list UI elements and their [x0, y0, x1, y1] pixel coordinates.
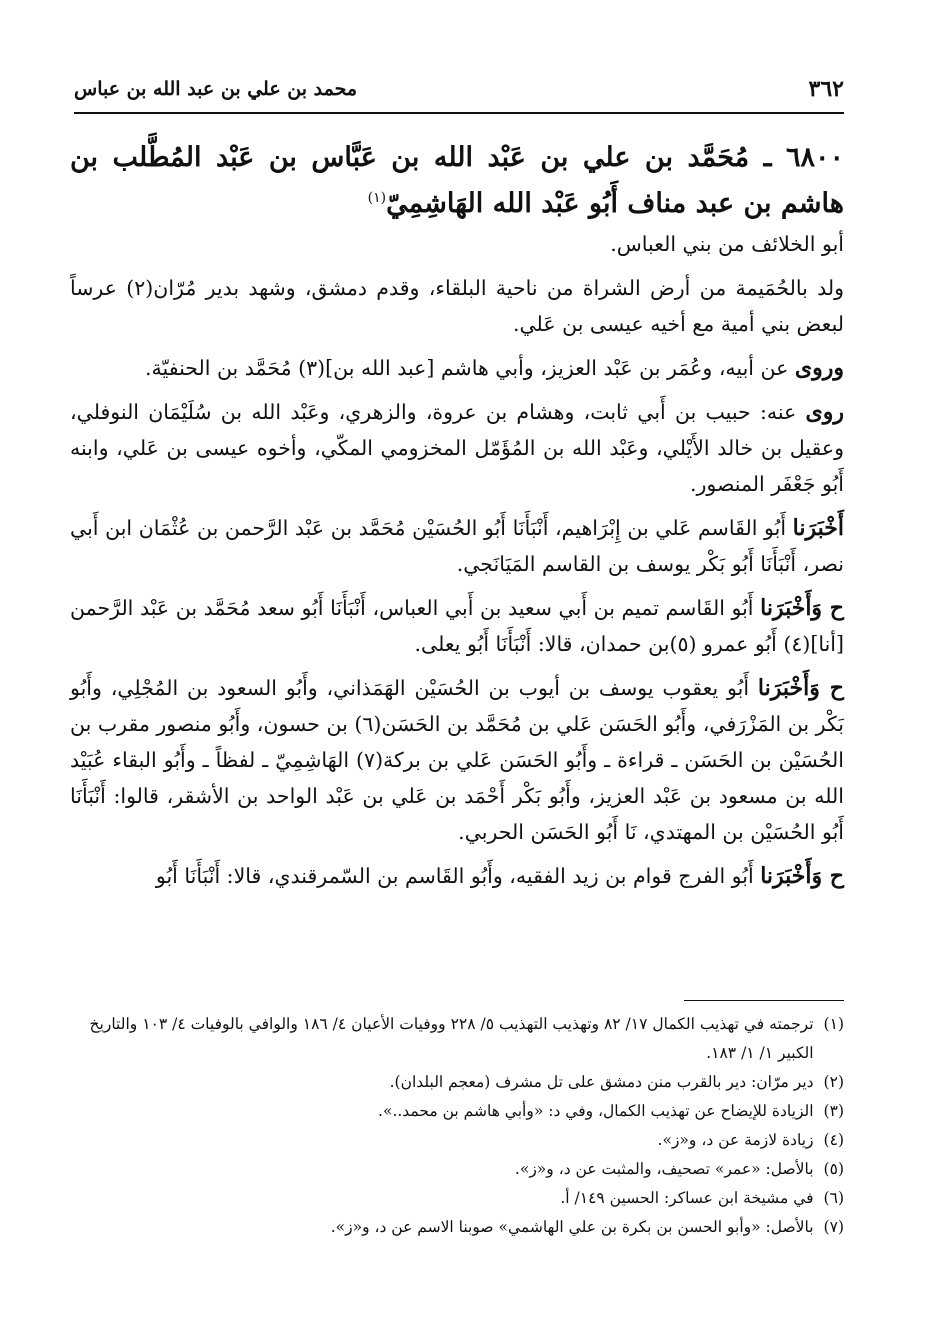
footnote	[74, 1068, 844, 1097]
paragraph-lead: ح وَأَخْبَرَنا	[760, 863, 844, 889]
entry-body	[70, 138, 844, 902]
footnotes	[74, 1010, 844, 1242]
footnote	[74, 1155, 844, 1184]
paragraph-text: عن أبيه، وعُمَر بن عَبْد العزيز، وأبي هاشم [عبد الله بن](٣) مُحَمَّد بن الحنفيّة.	[145, 356, 789, 380]
paragraph-lead: وروى	[794, 355, 844, 381]
paragraph-text: أَبُو القَاسم تميم بن أَبي سعيد بن أَبي العباس، أَنْبَأَنَا أَبُو سعد مُحَمَّد بن عَبْد الرَّحمن [أنا](٤) أَبُو عمرو (٥)بن حمدان، قالا: أَنْبَأَنَا أَبُو يعلى.	[70, 596, 844, 656]
paragraph-2	[70, 270, 844, 342]
footnote-text: بالأصل: «عمر» تصحيف، والمثبت عن د، و«ز».	[514, 1160, 814, 1178]
footnote-text: الزيادة للإيضاح عن تهذيب الكمال، وفي د: «وأبي هاشم بن محمد..».	[378, 1102, 814, 1120]
running-header-title: محمد بن علي بن عبد الله بن عباس	[74, 78, 358, 100]
footnote-text: بالأصل: «وأبو الحسن بن بكرة بن علي الهاشمي» صوبنا الاسم عن د، و«ز».	[330, 1218, 814, 1236]
paragraph-1	[70, 226, 844, 262]
paragraph-lead: روى	[805, 399, 844, 425]
page-number: ٣٦٢	[808, 76, 844, 102]
footnote-number: (٦)	[823, 1189, 844, 1207]
footnote-number: (٥)	[823, 1160, 844, 1178]
running-header	[74, 76, 844, 114]
footnote	[74, 1213, 844, 1242]
paragraph-lead: أَخْبَرَنا	[792, 515, 844, 541]
footnote-text: ترجمته في تهذيب الكمال ١٧/ ٨٢ وتهذيب التهذيب ٥/ ٢٢٨ ووفيات الأعيان ٤/ ١٨٦ والوافي بالوفيات ٤/ ١٠٣ والتاريخ الكبير ١/ ١/ ١٨٣.	[89, 1015, 814, 1062]
paragraph-text: أَبُو الفرج قوام بن زيد الفقيه، وأَبُو القَاسم بن السّمرقندي، قالا: أَنْبَأَنَا أَبُو	[155, 864, 754, 888]
footnote	[74, 1097, 844, 1126]
footnote-number: (٣)	[823, 1102, 844, 1120]
paragraph-7	[70, 670, 844, 850]
footnote	[74, 1184, 844, 1213]
footnote	[74, 1126, 844, 1155]
footnote-number: (١)	[823, 1015, 844, 1033]
paragraph-lead: ح وَأَخْبَرَنا	[757, 675, 844, 701]
footnote-number: (٧)	[823, 1218, 844, 1236]
footnote-text: زيادة لازمة عن د، و«ز».	[657, 1131, 814, 1149]
paragraph-5	[70, 510, 844, 582]
paragraph-text: ولد بالحُمَيمة من أرض الشراة من ناحية البلقاء، وقدم دمشق، وشهد بدير مُرّان(٢) عرساً لبعض بني أمية مع أخيه عيسى بن عَلي.	[70, 276, 844, 336]
paragraph-lead: ح وَأَخْبَرَنا	[760, 595, 844, 621]
paragraph-8	[70, 858, 844, 894]
paragraph-text: أَبُو القَاسم عَلي بن إِبْرَاهيم، أَنْبَأَنَا أَبُو الحُسَيْن مُحَمَّد بن عَبْد الرَّحمن بن عُثْمَان ابن أَبي نصر، أَنْبَأَنَا أَبُو بَكْر يوسف بن القاسم المَيَانَجي.	[70, 516, 844, 576]
paragraph-6	[70, 590, 844, 662]
paragraph-text: عنه: حبيب بن أَبي ثابت، وهشام بن عروة، والزهري، وعَبْد الله بن سُلَيْمَان النوفلي، وعقيل بن خالد الأَيْلي، وعَبْد الله بن المُؤَمّل المخزومي المكّي، وأخوه عيسى بن عَلي، وابنه أَبُو جَعْفَر المنصور.	[70, 400, 844, 496]
paragraph-text: أبو الخلائف من بني العباس.	[610, 232, 844, 256]
entry-title	[70, 138, 844, 224]
paragraph-4	[70, 394, 844, 502]
footnote-text: دير مرّان: دير بالقرب منن دمشق على تل مشرف (معجم البلدان).	[389, 1073, 814, 1091]
footnote-number: (٤)	[823, 1131, 844, 1149]
footnote-divider	[684, 1000, 844, 1001]
paragraph-3	[70, 350, 844, 386]
entry-title-note: (١)	[367, 190, 387, 206]
entry-title-text: ٦٨٠٠ ـ مُحَمَّد بن علي بن عَبْد الله بن عَبَّاس بن عَبْد المُطَّلب بن هاشم بن عبد مناف أَبُو عَبْد الله الهَاشِمِيّ	[70, 142, 844, 219]
footnote	[74, 1010, 844, 1068]
footnote-number: (٢)	[823, 1073, 844, 1091]
footnote-text: في مشيخة ابن عساكر: الحسين ١٤٩/ أ.	[560, 1189, 814, 1207]
paragraph-text: أَبُو يعقوب يوسف بن أيوب بن الحُسَيْن الهَمَذاني، وأَبُو السعود بن المُجْلِي، وأَبُو بَكْر بن المَزْرَفي، وأَبُو الحَسَن عَلي بن مُحَمَّد بن الحَسَن(٦) بن حسون، وأَبُو منصور مقرب بن الحُسَيْن بن الحَسَن ـ قراءة ـ وأَبُو الحَسَن عَلي بن بركة(٧) الهَاشِمِيّ ـ لفظاً ـ وأَبُو البقاء عُبَيْد الله بن مسعود بن عَبْد العزيز، وأَبُو بَكْر أَحْمَد بن عَلي بن عَبْد الواحد بن الأشقر، قالوا: أَنْبَأَنَا أَبُو الحُسَيْن بن المهتدي، نَا أَبُو الحَسَن الحربي.	[70, 676, 844, 844]
